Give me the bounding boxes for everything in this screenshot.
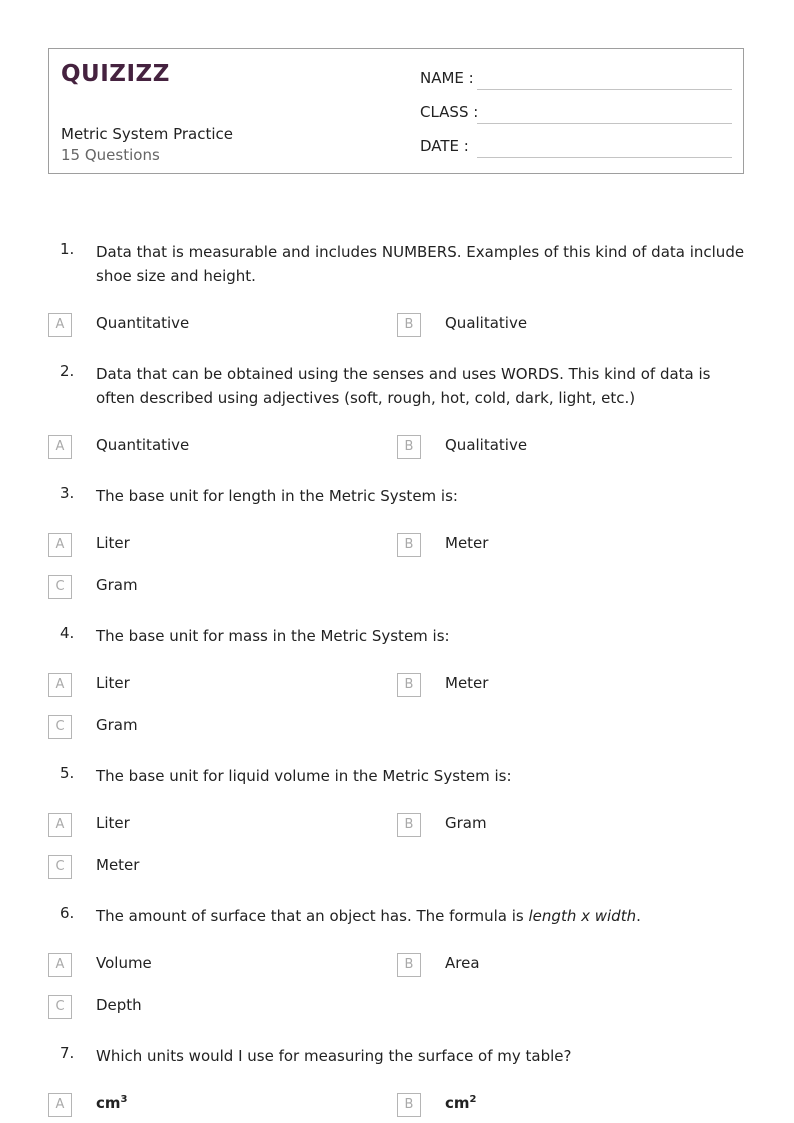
- option-text: Depth: [96, 996, 142, 1014]
- option-letter-box: A: [48, 673, 72, 697]
- option-letter-box: A: [48, 813, 72, 837]
- question-text: The base unit for liquid volume in the Metric System is:: [96, 767, 512, 785]
- option-text: Gram: [96, 576, 138, 594]
- option-letter-box: B: [397, 1093, 421, 1117]
- option-letter-box: C: [48, 575, 72, 599]
- option-text: Meter: [445, 674, 489, 692]
- option-text: Area: [445, 954, 480, 972]
- question-count: 15 Questions: [61, 146, 160, 164]
- question-number: 5.: [60, 764, 75, 782]
- option-letter-box: C: [48, 715, 72, 739]
- option-text: [445, 1094, 477, 1112]
- worksheet-title: Metric System Practice: [61, 125, 234, 143]
- question-number: 1.: [60, 240, 75, 258]
- question-number: 6.: [60, 904, 75, 922]
- question-text: The base unit for length in the Metric System is:: [96, 487, 458, 505]
- option-letter-box: B: [397, 953, 421, 977]
- option-letter-box: A: [48, 1093, 72, 1117]
- option-letter-box: B: [397, 813, 421, 837]
- class-line: [477, 123, 732, 124]
- option-text: Gram: [96, 716, 138, 734]
- option-text: Meter: [445, 534, 489, 552]
- option-letter-box: B: [397, 435, 421, 459]
- option-text: Liter: [96, 674, 130, 692]
- option-letter-box: A: [48, 953, 72, 977]
- unit-exponent: 2: [469, 1094, 477, 1105]
- option-text: Qualitative: [445, 314, 528, 332]
- option-letter-box: B: [397, 313, 421, 337]
- option-letter-box: B: [397, 533, 421, 557]
- option-text: Volume: [96, 954, 152, 972]
- question-number: 3.: [60, 484, 75, 502]
- unit-text: cm: [445, 1094, 470, 1112]
- date-label: DATE :: [420, 137, 469, 155]
- name-field[interactable]: [420, 69, 474, 87]
- option-letter-box: B: [397, 673, 421, 697]
- option-text: Quantitative: [96, 314, 190, 332]
- unit-text: cm: [96, 1094, 121, 1112]
- option-text: Quantitative: [96, 436, 190, 454]
- option-text: Liter: [96, 814, 130, 832]
- option-text: Qualitative: [445, 436, 528, 454]
- quizizz-logo: QUIZIZZ: [61, 61, 170, 87]
- question-text: Data that can be obtained using the senses and uses WORDS. This kind of data is often described using adjectives (soft, rough, hot, cold, dark, light, etc.): [96, 365, 711, 407]
- question-text-end: .: [636, 907, 641, 925]
- name-label: NAME :: [420, 69, 474, 87]
- name-line: [477, 89, 732, 90]
- question-number: 4.: [60, 624, 75, 642]
- question-text: Which units would I use for measuring the surface of my table?: [96, 1047, 572, 1065]
- question-text: The base unit for mass in the Metric System is:: [96, 627, 450, 645]
- date-line: [477, 157, 732, 158]
- date-field[interactable]: [420, 137, 469, 155]
- worksheet-header: [48, 48, 744, 174]
- option-text: [96, 1094, 128, 1112]
- option-text: Meter: [96, 856, 140, 874]
- question-text-main: The amount of surface that an object has. The formula is: [96, 907, 529, 925]
- formula-text: length x width: [528, 907, 637, 925]
- class-field[interactable]: [420, 103, 478, 121]
- question-text: [96, 904, 746, 928]
- option-letter-box: C: [48, 995, 72, 1019]
- option-text: Liter: [96, 534, 130, 552]
- question-number: 7.: [60, 1044, 75, 1062]
- option-letter-box: A: [48, 435, 72, 459]
- class-label: CLASS :: [420, 103, 479, 121]
- option-letter-box: A: [48, 313, 72, 337]
- option-text: Gram: [445, 814, 487, 832]
- question-text: Data that is measurable and includes NUMBERS. Examples of this kind of data include shoe size and height.: [96, 243, 745, 285]
- unit-exponent: 3: [120, 1094, 128, 1105]
- option-letter-box: C: [48, 855, 72, 879]
- question-number: 2.: [60, 362, 75, 380]
- option-letter-box: A: [48, 533, 72, 557]
